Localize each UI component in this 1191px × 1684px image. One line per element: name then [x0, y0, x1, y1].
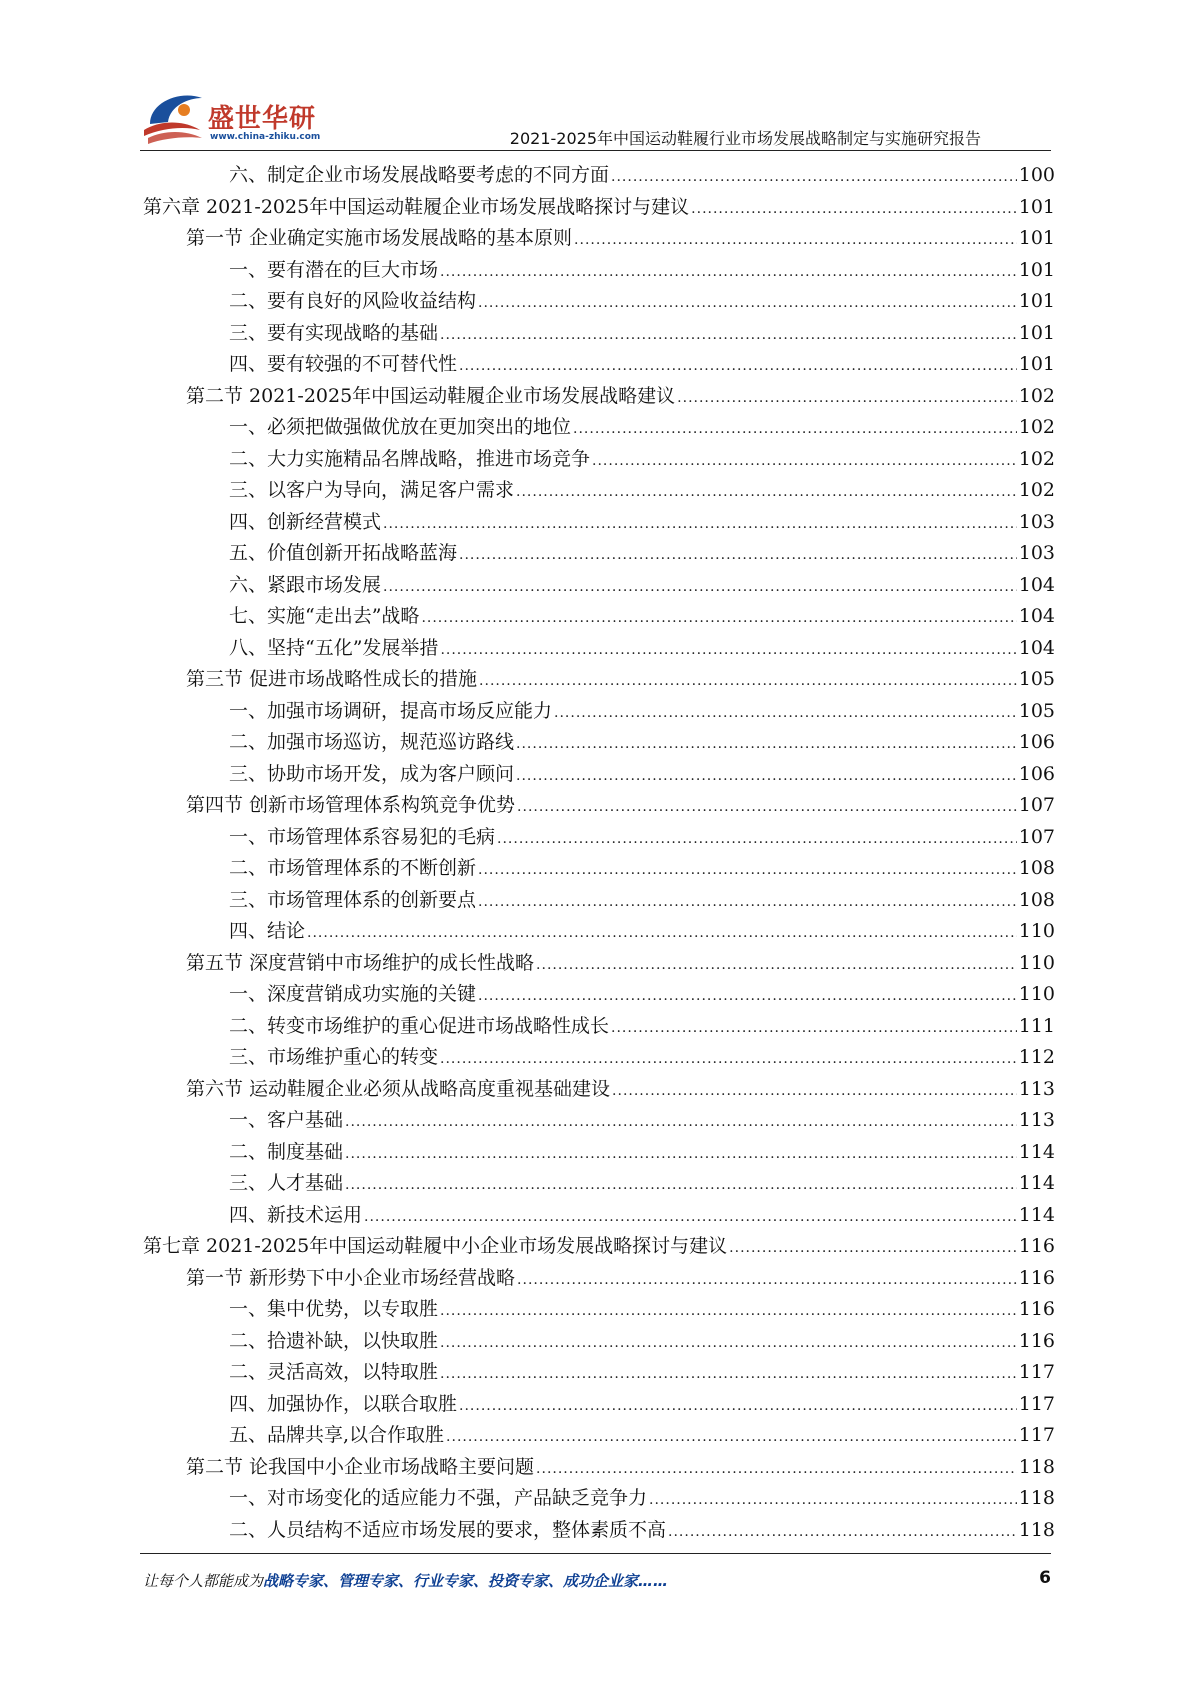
footer-divider [140, 1553, 1051, 1554]
toc-entry-title: 一、深度营销成功实施的关键 [229, 983, 477, 1005]
toc-entry[interactable] [143, 1357, 1055, 1389]
toc-entry[interactable] [143, 916, 1055, 948]
toc-entry-page: 118 [1018, 1487, 1055, 1509]
toc-entry-title: 八、坚持“五化”发展举措 [229, 636, 439, 659]
toc-dot-leader [478, 288, 1017, 320]
toc-entry[interactable] [143, 948, 1055, 980]
toc-entry-title: 六、紧跟市场发展 [229, 573, 382, 596]
toc-entry-page: 117 [1018, 1361, 1055, 1383]
toc-entry[interactable] [143, 381, 1055, 413]
toc-dot-leader [307, 918, 1017, 950]
toc-entry[interactable] [143, 1452, 1055, 1484]
toc-entry[interactable] [143, 1168, 1055, 1200]
toc-entry-page: 103 [1018, 542, 1055, 564]
toc-entry[interactable] [143, 1515, 1055, 1547]
toc-dot-leader [345, 1139, 1017, 1171]
toc-dot-leader [536, 1454, 1017, 1486]
toc-entry-page: 110 [1018, 920, 1055, 942]
toc-entry-page: 114 [1018, 1172, 1055, 1194]
toc-entry-title: 四、要有较强的不可替代性 [229, 353, 458, 375]
toc-entry-page: 106 [1018, 762, 1055, 785]
toc-entry-title: 一、要有潜在的巨大市场 [229, 258, 439, 281]
toc-entry[interactable] [143, 727, 1055, 759]
toc-entry-page: 111 [1018, 1014, 1055, 1037]
toc-entry[interactable] [143, 1042, 1055, 1074]
toc-entry-title: 第六章 2021-2025年中国运动鞋履企业市场发展战略探讨与建议 [143, 195, 690, 218]
toc-entry-title: 四、创新经营模式 [229, 510, 382, 533]
toc-dot-leader [440, 1359, 1017, 1391]
toc-dot-leader [573, 414, 1017, 446]
toc-dot-leader [668, 1517, 1017, 1549]
toc-dot-leader [729, 1233, 1017, 1265]
toc-entry-page: 104 [1018, 605, 1055, 627]
toc-dot-leader [440, 1328, 1017, 1360]
toc-dot-leader [364, 1202, 1017, 1234]
toc-entry-title: 第四节 创新市场管理体系构筑竞争优势 [186, 794, 516, 816]
toc-entry-page: 101 [1018, 258, 1055, 281]
toc-entry[interactable] [143, 349, 1055, 381]
toc-entry-page: 112 [1018, 1046, 1055, 1068]
toc-entry-page: 104 [1018, 636, 1055, 659]
toc-entry-title: 第五节 深度营销中市场维护的成长性战略 [186, 951, 535, 974]
toc-dot-leader [446, 1422, 1017, 1454]
toc-entry-page: 106 [1018, 731, 1055, 753]
toc-entry[interactable] [143, 412, 1055, 444]
toc-entry[interactable] [143, 1263, 1055, 1295]
toc-entry-page: 108 [1018, 857, 1055, 879]
toc-entry-page: 116 [1018, 1266, 1055, 1289]
toc-entry[interactable] [143, 1420, 1055, 1452]
toc-dot-leader [611, 1013, 1017, 1045]
toc-entry-title: 二、灵活高效，以特取胜 [229, 1361, 439, 1383]
toc-entry-page: 101 [1018, 290, 1055, 312]
page-number: 6 [1039, 1568, 1051, 1588]
slogan-lead: 让每个人都能成为 [143, 1572, 264, 1590]
toc-dot-leader [478, 981, 1017, 1013]
toc-dot-leader [516, 477, 1017, 509]
toc-entry-page: 104 [1018, 573, 1055, 596]
toc-entry-page: 102 [1018, 447, 1055, 470]
toc-entry-page: 114 [1018, 1203, 1055, 1226]
toc-dot-leader [516, 729, 1017, 761]
page-header [0, 0, 1191, 160]
footer-slogan [143, 1570, 668, 1591]
toc-dot-leader [440, 1044, 1017, 1076]
toc-entry-title: 二、人员结构不适应市场发展的要求，整体素质不高 [229, 1518, 667, 1541]
toc-entry[interactable] [143, 1294, 1055, 1326]
toc-entry[interactable] [143, 822, 1055, 854]
toc-dot-leader [479, 666, 1017, 698]
toc-entry-title: 二、加强市场巡访，规范巡访路线 [229, 731, 515, 753]
toc-entry-page: 116 [1018, 1329, 1055, 1352]
toc-entry-title: 第二节 论我国中小企业市场战略主要问题 [186, 1455, 535, 1478]
toc-entry[interactable] [143, 1389, 1055, 1421]
toc-dot-leader [592, 446, 1017, 478]
toc-dot-leader [554, 698, 1017, 730]
toc-entry-title: 第三节 促进市场战略性成长的措施 [186, 668, 478, 690]
toc-entry-page: 100 [1018, 164, 1055, 186]
toc-dot-leader [691, 194, 1017, 226]
toc-entry-page: 118 [1018, 1455, 1055, 1478]
toc-entry[interactable] [143, 979, 1055, 1011]
toc-dot-leader [574, 225, 1017, 257]
toc-dot-leader [440, 635, 1016, 667]
toc-entry-title: 四、结论 [229, 920, 306, 942]
toc-dot-leader [517, 1265, 1017, 1297]
toc-entry-page: 108 [1018, 888, 1055, 911]
toc-entry-page: 118 [1018, 1518, 1055, 1541]
toc-entry-page: 101 [1018, 321, 1055, 344]
toc-entry-page: 102 [1018, 479, 1055, 501]
toc-dot-leader [517, 792, 1017, 824]
toc-entry-page: 105 [1018, 699, 1055, 722]
toc-entry-page: 101 [1018, 353, 1055, 375]
toc-dot-leader [497, 824, 1017, 856]
toc-entry[interactable] [143, 1483, 1055, 1515]
toc-entry-title: 第二节 2021-2025年中国运动鞋履企业市场发展战略建议 [186, 384, 676, 407]
toc-dot-leader [440, 257, 1017, 289]
toc-entry-title: 一、集中优势，以专取胜 [229, 1298, 439, 1320]
toc-dot-leader [677, 383, 1017, 415]
toc-entry-title: 二、要有良好的风险收益结构 [229, 290, 477, 312]
toc-dot-leader [421, 603, 1016, 635]
toc-entry[interactable] [143, 1326, 1055, 1358]
toc-entry[interactable] [143, 538, 1055, 570]
toc-entry-page: 103 [1018, 510, 1055, 533]
toc-dot-leader [536, 950, 1017, 982]
toc-entry-title: 二、制度基础 [229, 1140, 344, 1163]
toc-entry[interactable] [143, 1011, 1055, 1043]
toc-entry-title: 五、价值创新开拓战略蓝海 [229, 542, 458, 564]
toc-entry-page: 113 [1018, 1109, 1055, 1131]
logo-url: www.china-zhiku.com [210, 132, 321, 142]
logo-text: 盛世华研 [208, 104, 317, 134]
toc-entry-title: 一、市场管理体系容易犯的毛病 [229, 825, 496, 848]
toc-entry-title: 六、制定企业市场发展战略要考虑的不同方面 [229, 164, 610, 186]
toc-entry[interactable] [143, 223, 1055, 255]
toc-entry-page: 110 [1018, 951, 1055, 974]
toc-entry[interactable] [143, 759, 1055, 791]
toc-entry-title: 七、实施“走出去”战略 [229, 605, 420, 627]
toc-entry-page: 101 [1018, 195, 1055, 218]
toc-entry-title: 三、协助市场开发，成为客户顾问 [229, 762, 515, 785]
toc-entry-title: 二、转变市场维护的重心促进市场战略性成长 [229, 1014, 610, 1037]
toc-dot-leader [383, 572, 1017, 604]
toc-entry-title: 第六节 运动鞋履企业必须从战略高度重视基础建设 [186, 1077, 611, 1100]
toc-entry-title: 三、市场维护重心的转变 [229, 1046, 439, 1068]
toc-dot-leader [440, 320, 1017, 352]
toc-entry-title: 四、加强协作，以联合取胜 [229, 1392, 458, 1415]
toc-entry[interactable] [143, 885, 1055, 917]
toc-entry[interactable] [143, 318, 1055, 350]
toc-entry[interactable] [143, 444, 1055, 476]
toc-entry-title: 三、人才基础 [229, 1172, 344, 1194]
toc-entry[interactable] [143, 255, 1055, 287]
toc-entry[interactable] [143, 853, 1055, 885]
toc-entry-title: 三、市场管理体系的创新要点 [229, 888, 477, 911]
toc-entry[interactable] [143, 633, 1055, 665]
toc-dot-leader [516, 761, 1017, 793]
toc-entry[interactable] [143, 475, 1055, 507]
toc-entry-page: 117 [1018, 1392, 1055, 1415]
toc-dot-leader [345, 1170, 1017, 1202]
toc-dot-leader [459, 540, 1017, 572]
header-divider [140, 150, 1051, 151]
toc-dot-leader [649, 1485, 1017, 1517]
toc-entry-page: 107 [1018, 794, 1055, 816]
toc-entry[interactable] [143, 286, 1055, 318]
toc-dot-leader [459, 1391, 1017, 1423]
toc-entry-title: 四、新技术运用 [229, 1203, 363, 1226]
toc-dot-leader [611, 162, 1017, 194]
toc-entry-page: 110 [1018, 983, 1055, 1005]
toc-entry-page: 102 [1018, 416, 1055, 438]
toc-entry-title: 一、对市场变化的适应能力不强，产品缺乏竞争力 [229, 1487, 648, 1509]
toc-entry-title: 五、品牌共享,以合作取胜 [229, 1424, 445, 1446]
toc-entry[interactable] [143, 160, 1055, 192]
toc-dot-leader [478, 887, 1017, 919]
report-title: 2021-2025年中国运动鞋履行业市场发展战略制定与实施研究报告 [509, 129, 981, 148]
toc-entry[interactable] [143, 1231, 1055, 1263]
slogan-emphasis: 战略专家、管理专家、行业专家、投资专家、成功企业家…… [263, 1572, 669, 1590]
toc-entry[interactable] [143, 601, 1055, 633]
toc-entry-title: 一、必须把做强做优放在更加突出的地位 [229, 416, 572, 438]
toc-entry-title: 第一节 新形势下中小企业市场经营战略 [186, 1266, 516, 1289]
toc-entry[interactable] [143, 570, 1055, 602]
toc-entry[interactable] [143, 1137, 1055, 1169]
toc-dot-leader [612, 1076, 1017, 1108]
toc-dot-leader [440, 1296, 1017, 1328]
toc-entry[interactable] [143, 664, 1055, 696]
toc-entry-title: 一、加强市场调研，提高市场反应能力 [229, 699, 553, 722]
toc-entry-page: 114 [1018, 1140, 1055, 1163]
toc-entry-title: 一、客户基础 [229, 1109, 344, 1131]
toc-entry[interactable] [143, 790, 1055, 822]
toc-entry-page: 102 [1018, 384, 1055, 407]
toc-dot-leader [383, 509, 1017, 541]
toc-entry-page: 113 [1018, 1077, 1055, 1100]
toc-entry-title: 三、以客户为导向，满足客户需求 [229, 479, 515, 501]
toc-entry-page: 107 [1018, 825, 1055, 848]
toc-entry-title: 二、拾遗补缺，以快取胜 [229, 1329, 439, 1352]
table-of-contents [143, 160, 1055, 1546]
toc-entry-page: 105 [1018, 668, 1055, 690]
toc-entry[interactable] [143, 192, 1055, 224]
toc-dot-leader [478, 855, 1017, 887]
toc-entry-page: 116 [1018, 1235, 1055, 1257]
toc-entry[interactable] [143, 1074, 1055, 1106]
toc-entry-title: 二、市场管理体系的不断创新 [229, 857, 477, 879]
toc-dot-leader [345, 1107, 1017, 1139]
toc-entry-title: 第七章 2021-2025年中国运动鞋履中小企业市场发展战略探讨与建议 [143, 1235, 728, 1257]
toc-entry-title: 三、要有实现战略的基础 [229, 321, 439, 344]
toc-entry-page: 101 [1018, 227, 1055, 249]
toc-dot-leader [459, 351, 1017, 383]
toc-entry-title: 第一节 企业确定实施市场发展战略的基本原则 [186, 227, 573, 249]
toc-entry[interactable] [143, 1200, 1055, 1232]
toc-entry-page: 116 [1018, 1298, 1055, 1320]
toc-entry[interactable] [143, 507, 1055, 539]
toc-entry-page: 117 [1018, 1424, 1055, 1446]
toc-entry-title: 二、大力实施精品名牌战略，推进市场竞争 [229, 447, 591, 470]
toc-entry[interactable] [143, 1105, 1055, 1137]
toc-entry[interactable] [143, 696, 1055, 728]
